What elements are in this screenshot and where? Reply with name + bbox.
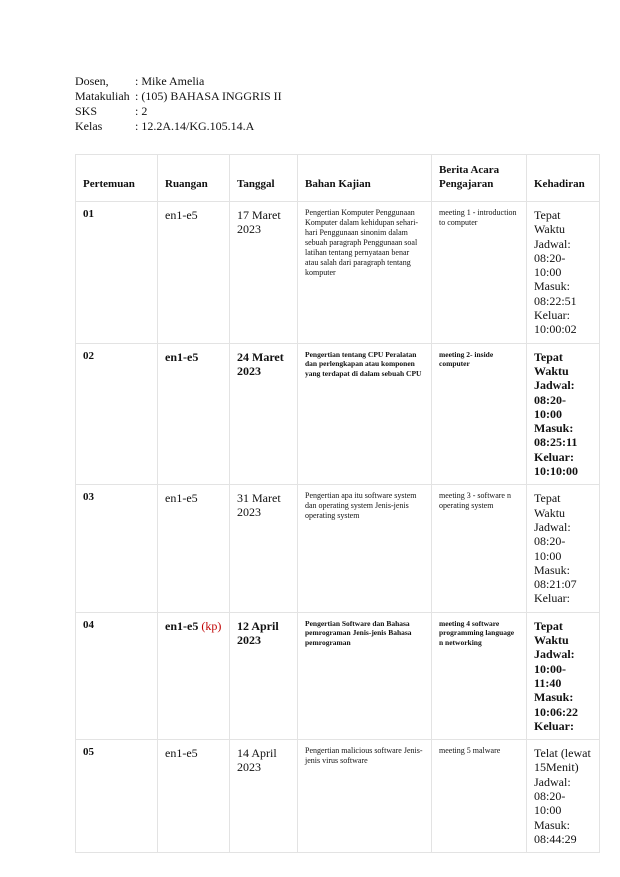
attendance-schedule: Jadwal: 08:20-10:00 (534, 774, 571, 818)
date-cell: 17 Maret 2023 (230, 202, 298, 344)
report-cell: meeting 4 software programming language n networking (432, 612, 527, 739)
attendance-schedule: Jadwal: 08:20-10:00 (534, 236, 571, 280)
table-row (76, 612, 600, 739)
material-cell: Pengertian malicious software Jenis-jenis virus software (298, 740, 432, 853)
sks-value: : 2 (135, 104, 148, 118)
header-ruangan: Ruangan (158, 155, 230, 202)
material-cell: Pengertian apa itu software system dan operating system Jenis-jenis operating system (298, 485, 432, 612)
matakuliah-row (75, 89, 282, 104)
attendance-schedule: Jadwal: 08:20-10:00 (534, 519, 571, 563)
attendance-cell (527, 612, 600, 739)
attendance-status: Telat (lewat 15Menit) (534, 746, 591, 775)
header-bahan-kajian: Bahan Kajian (298, 155, 432, 202)
report-cell: meeting 5 malware (432, 740, 527, 853)
attendance-checkout: Keluar: 10:00:02 (534, 308, 577, 337)
attendance-schedule: Jadwal: 10:00-11:40 (534, 647, 575, 690)
material-cell: Pengertian Komputer Penggunaan Komputer dalam kehidupan sehari-hari Penggunaan sinonim dalam sebuah paragraph Penggunaan soal latihan tentang pernyataan benar atau salah dari paragraph tentang komputer (298, 202, 432, 344)
room-cell (158, 343, 230, 485)
kelas-label: Kelas (75, 119, 103, 133)
room-name: en1-e5 (165, 208, 198, 222)
table-header-row (76, 155, 600, 202)
meeting-number: 05 (76, 740, 158, 853)
table-row (76, 202, 600, 344)
room-tag: (kp) (201, 618, 222, 633)
course-info-header (75, 74, 282, 134)
table-row (76, 485, 600, 612)
report-cell: meeting 2- inside computer (432, 343, 527, 485)
attendance-cell (527, 485, 600, 612)
room-name: en1-e5 (165, 618, 199, 633)
report-cell: meeting 1 - introduction to computer (432, 202, 527, 344)
header-pertemuan: Pertemuan (76, 155, 158, 202)
sks-row (75, 104, 282, 119)
header-tanggal: Tanggal (230, 155, 298, 202)
attendance-schedule: Jadwal: 08:20-10:00 (534, 378, 575, 421)
header-berita-acara: Berita Acara Pengajaran (432, 155, 527, 202)
date-cell: 31 Maret 2023 (230, 485, 298, 612)
material-cell: Pengertian tentang CPU Peralatan dan perlengkapan atau komponen yang terdapat di dalam sebuah CPU (298, 343, 432, 485)
attendance-checkin: Masuk: 08:44:29 (534, 817, 577, 846)
header-kehadiran: Kehadiran (527, 155, 600, 202)
date-cell: 12 April 2023 (230, 612, 298, 739)
table-row (76, 343, 600, 485)
meeting-number: 02 (76, 343, 158, 485)
attendance-checkout: Keluar: (534, 718, 574, 733)
room-name: en1-e5 (165, 349, 199, 364)
kelas-value: : 12.2A.14/KG.105.14.A (135, 119, 255, 133)
room-cell (158, 485, 230, 612)
attendance-checkin: Masuk: 08:25:11 (534, 421, 578, 450)
date-cell: 24 Maret 2023 (230, 343, 298, 485)
attendance-status: Tepat Waktu (534, 618, 569, 648)
meeting-number: 04 (76, 612, 158, 739)
attendance-status: Tepat Waktu (534, 208, 566, 237)
dosen-label: Dosen, (75, 74, 109, 88)
attendance-checkin: Masuk: 08:22:51 (534, 279, 577, 308)
attendance-checkin: Masuk: 10:06:22 (534, 690, 578, 719)
attendance-status: Tepat Waktu (534, 491, 566, 520)
attendance-cell (527, 343, 600, 485)
attendance-checkin: Masuk: 08:21:07 (534, 562, 577, 592)
date-cell: 14 April 2023 (230, 740, 298, 853)
room-name: en1-e5 (165, 746, 198, 761)
attendance-cell (527, 740, 600, 853)
table-row (76, 740, 600, 853)
attendance-checkout: Keluar: (534, 591, 570, 606)
matakuliah-label: Matakuliah (75, 89, 130, 103)
attendance-status: Tepat Waktu (534, 349, 569, 378)
kelas-row (75, 119, 282, 134)
room-cell (158, 202, 230, 344)
meeting-number: 01 (76, 202, 158, 344)
report-cell: meeting 3 - software n operating system (432, 485, 527, 612)
matakuliah-value: : (105) BAHASA INGGRIS II (135, 89, 282, 103)
material-cell: Pengertian Software dan Bahasa pemrograman Jenis-jenis Bahasa pemrograman (298, 612, 432, 739)
attendance-checkout: Keluar: 10:10:00 (534, 449, 578, 479)
dosen-row (75, 74, 282, 89)
sks-label: SKS (75, 104, 98, 118)
room-cell (158, 740, 230, 853)
attendance-cell (527, 202, 600, 344)
attendance-table (75, 154, 600, 853)
room-cell (158, 612, 230, 739)
room-name: en1-e5 (165, 491, 198, 506)
meeting-number: 03 (76, 485, 158, 612)
dosen-value: : Mike Amelia (135, 74, 205, 88)
